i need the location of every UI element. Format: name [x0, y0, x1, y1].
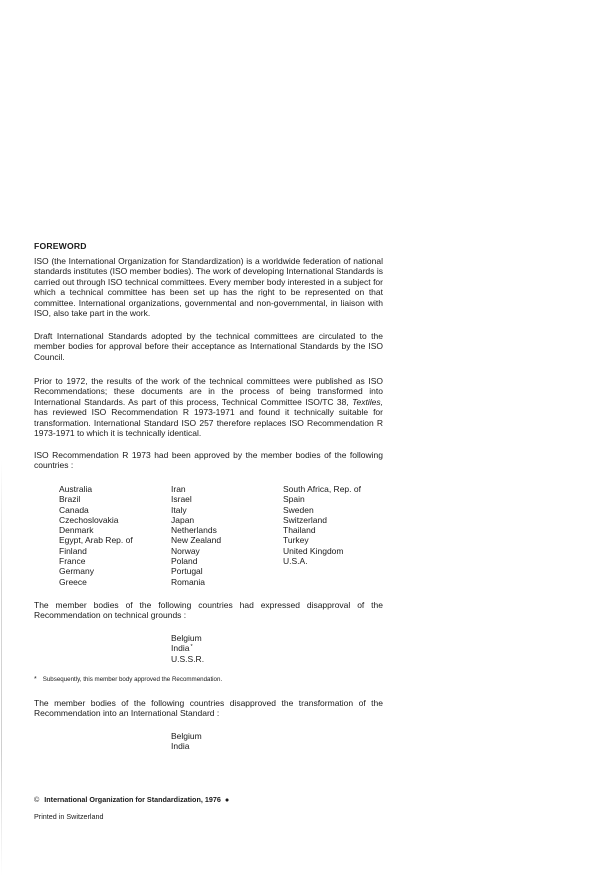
country-item: United Kingdom — [283, 545, 344, 556]
country-item: Germany — [59, 566, 94, 577]
country-item: Greece — [59, 576, 87, 587]
country-item: Turkey — [283, 535, 309, 546]
paragraph-transformation-disapproval: The member bodies of the following countries disapproved the transformation of the Recommendation into an International Standard : — [34, 698, 383, 719]
country-item: India — [171, 741, 190, 752]
footnote-reference: * — [190, 644, 193, 651]
printed-in-line: Printed in Switzerland — [34, 812, 104, 821]
country-item: Brazil — [59, 494, 81, 505]
copyright-symbol: © — [34, 795, 40, 804]
copyright-line — [34, 795, 229, 804]
country-item: South Africa, Rep. of — [283, 484, 361, 494]
country-item: Italy — [171, 504, 187, 515]
country-item: New Zealand — [171, 535, 222, 546]
country-item: Poland — [171, 556, 198, 567]
country-item: Sweden — [283, 504, 314, 515]
country-item: U.S.S.R. — [171, 653, 205, 664]
country-item: Finland — [59, 545, 87, 556]
country-item: Japan — [171, 514, 195, 525]
country-item: Spain — [283, 494, 305, 505]
country-item: Belgium — [171, 731, 202, 741]
country-item: Czechoslovakia — [59, 514, 119, 525]
paragraph-approval: ISO Recommendation R 1973 had been approved by the member bodies of the following countries : — [34, 450, 383, 471]
approving-countries-column-3 — [283, 484, 361, 566]
country-item: Netherlands — [171, 525, 217, 536]
paragraph-history-part2: has reviewed ISO Recommendation R 1973-1971 and found it technically suitable for transformation. International Standard ISO 257 therefore replaces ISO Recommendation R 1973-1971 to which it is technically identical. — [34, 407, 383, 439]
textiles-italic: Textiles, — [352, 396, 383, 407]
country-item: Norway — [171, 545, 200, 556]
country-name: India — [171, 643, 190, 654]
country-item: Israel — [171, 494, 192, 505]
country-item: Portugal — [171, 566, 203, 577]
country-item: Australia — [59, 484, 93, 494]
country-item: Egypt, Arab Rep. of — [59, 535, 133, 546]
scan-edge-line — [1, 460, 2, 876]
copyright-bullet: ● — [224, 795, 230, 804]
country-item: Canada — [59, 504, 89, 515]
country-item: France — [59, 556, 86, 567]
approving-countries-column-1 — [59, 484, 133, 587]
country-item: Denmark — [59, 525, 94, 536]
paragraph-iso-intro: ISO (the International Organization for Standardization) is a worldwide federation of national standards institutes (ISO member bodies). The work of developing International Standards is carried out through ISO technical committees. Every member body interested in a subject for which a technical committee has been set up has the right to be represented on that committee. International organizations, governmental and non-governmental, in liaison with ISO, also take part in the work. — [34, 256, 383, 319]
technical-disapproval-list — [171, 633, 204, 664]
country-item: Thailand — [283, 525, 316, 536]
footnote — [34, 676, 222, 683]
footnote-marker: * — [34, 676, 37, 683]
paragraph-technical-disapproval: The member bodies of the following countries had expressed disapproval of the Recommendation on technical grounds : — [34, 600, 383, 621]
country-item: Romania — [171, 576, 206, 587]
country-item: Belgium — [171, 633, 202, 643]
copyright-text: International Organization for Standardization, 1976 — [44, 795, 221, 804]
footnote-text: Subsequently, this member body approved the Recommendation. — [42, 676, 223, 683]
paragraph-history — [34, 376, 383, 438]
country-item-with-note — [171, 643, 204, 653]
foreword-heading: FOREWORD — [34, 241, 87, 251]
approving-countries-column-2 — [171, 484, 221, 587]
transformation-disapproval-list — [171, 731, 202, 752]
country-item: U.S.A. — [283, 556, 308, 567]
paragraph-draft-standards: Draft International Standards adopted by the technical committees are circulated to the member bodies for approval before their acceptance as International Standards by the ISO Council. — [34, 331, 383, 362]
paragraph-history-part1: Prior to 1972, the results of the work of the technical committees were published as ISO Recommendations; these documents are in the process of being transformed into International Standards. As part of this process, Technical Committee ISO/TC 38, — [34, 376, 383, 407]
country-item: Switzerland — [283, 514, 327, 525]
country-item: Iran — [171, 484, 186, 494]
